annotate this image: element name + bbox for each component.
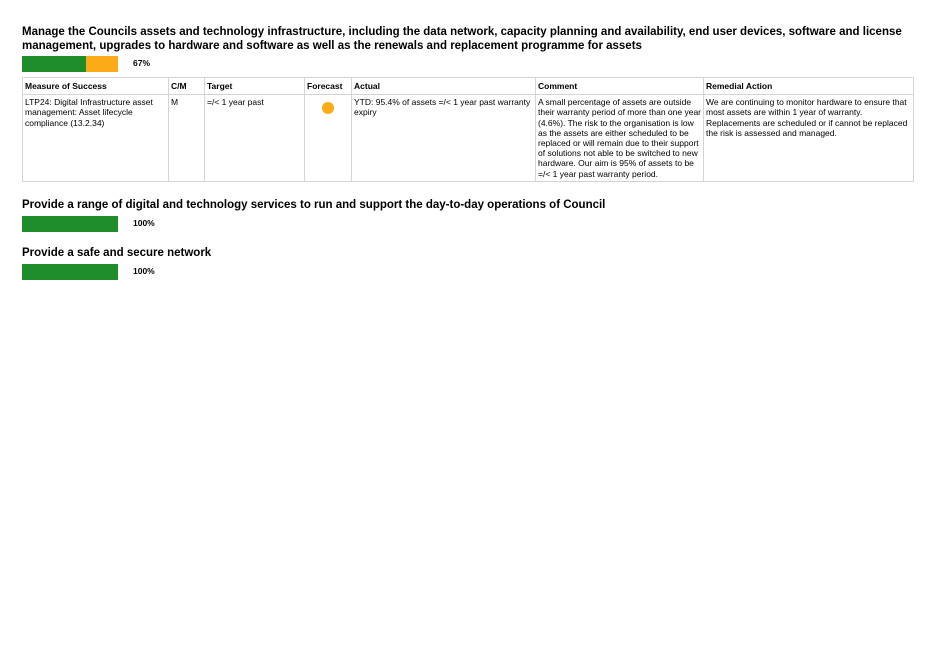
progress-percentage: 100% bbox=[133, 265, 155, 276]
table-row bbox=[23, 95, 914, 182]
progress-segment-amber bbox=[86, 56, 118, 72]
header-target: Target bbox=[205, 78, 305, 95]
objective-progress bbox=[22, 216, 914, 233]
progress-bar bbox=[22, 56, 118, 72]
cell-actual: YTD: 95.4% of assets =/< 1 year past warranty expiry bbox=[352, 95, 536, 182]
progress-percentage: 67% bbox=[133, 58, 151, 68]
forecast-status-dot-icon bbox=[322, 102, 334, 114]
objective-title: Provide a safe and secure network bbox=[22, 247, 212, 259]
progress-percentage: 100% bbox=[133, 217, 155, 228]
cell-target: =/< 1 year past bbox=[205, 95, 305, 182]
objective-section-services bbox=[22, 199, 914, 233]
cell-remedial: We are continuing to monitor hardware to ensure that most assets are within 1 year of warranty. Replacements are scheduled or if cannot be replaced the risk is assessed and managed. bbox=[704, 95, 914, 182]
header-remedial: Remedial Action bbox=[704, 78, 914, 95]
progress-segment-green bbox=[22, 264, 118, 280]
header-actual: Actual bbox=[352, 78, 536, 95]
progress-segment-green bbox=[22, 216, 118, 232]
header-measure: Measure of Success bbox=[23, 78, 169, 95]
cell-forecast bbox=[305, 95, 352, 182]
measures-table bbox=[22, 77, 914, 182]
objective-title: Provide a range of digital and technology services to run and support the day-to-day operations of Council bbox=[22, 199, 606, 211]
objective-section-network bbox=[22, 247, 914, 281]
progress-bar bbox=[22, 264, 118, 280]
header-cm: C/M bbox=[169, 78, 205, 95]
cell-cm: M bbox=[169, 95, 205, 182]
objective-progress bbox=[22, 56, 914, 73]
table-header-row bbox=[23, 78, 914, 95]
objective-section-assets bbox=[22, 26, 914, 182]
objective-progress bbox=[22, 264, 914, 281]
header-comment: Comment bbox=[536, 78, 704, 95]
progress-bar bbox=[22, 216, 118, 232]
progress-segment-green bbox=[22, 56, 86, 72]
cell-comment: A small percentage of assets are outside their warranty period of more than one year (4.6%). The risk to the organisation is low as the assets are either scheduled to be replaced or will remain due to their support of solutions not able to be switched to new hardware. Our aim is 95% of assets to be =/< 1 year past warranty period. bbox=[536, 95, 704, 182]
cell-measure: LTP24: Digital Infrastructure asset management: Asset lifecycle compliance (13.2.34) bbox=[23, 95, 169, 182]
header-forecast: Forecast bbox=[305, 78, 352, 95]
objective-title: Manage the Councils assets and technology infrastructure, including the data network, capacity planning and availability, end user devices, software and license management, upgrades to hardware and software as well as the renewals and replacement programme for assets bbox=[22, 26, 902, 52]
